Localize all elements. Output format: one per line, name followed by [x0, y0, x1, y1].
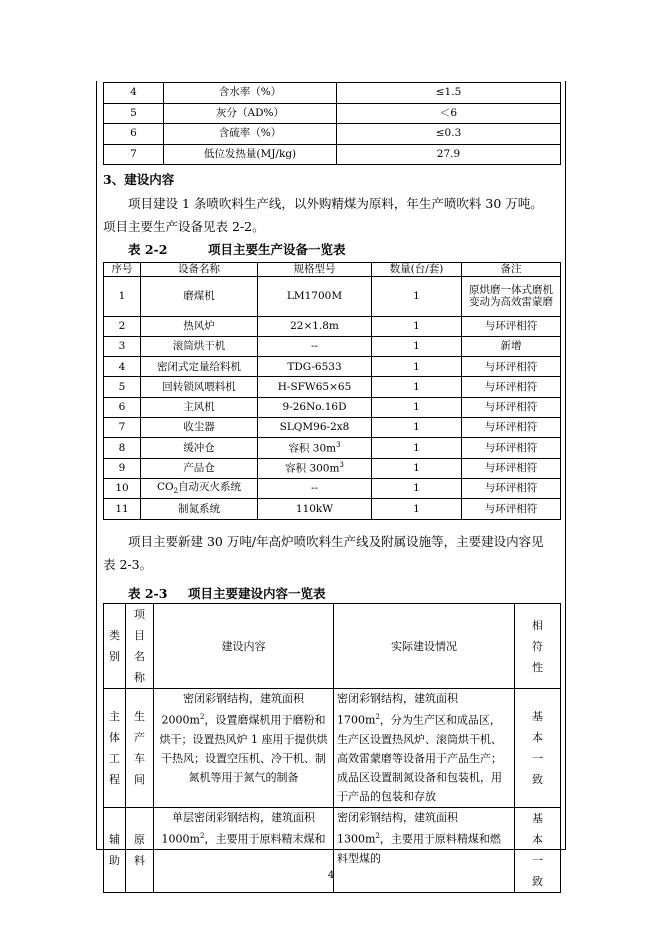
row-number: 8: [104, 438, 141, 458]
content-paragraph-line1: 项目主要新建 30 万吨/年高炉喷吹料生产线及附属设施等，主要建设内容见: [128, 534, 544, 549]
quality-value: ＜6: [337, 103, 561, 124]
equipment-spec: --: [258, 478, 372, 498]
equipment-name: 磨煤机: [141, 276, 258, 316]
column-header: 设备名称: [141, 263, 258, 277]
actual-construction: [334, 689, 515, 808]
row-match: [515, 689, 561, 808]
equipment-note: [462, 336, 561, 356]
note-line: 与环评相符: [484, 401, 538, 414]
spec-superscript: 3: [339, 461, 344, 470]
equipment-name: 收尘器: [141, 418, 258, 438]
row-number: 7: [104, 144, 164, 165]
equipment-quantity: 1: [372, 357, 462, 377]
equipment-name: 滚筒烘干机: [141, 336, 258, 356]
equipment-name: [141, 478, 258, 498]
equipment-name: 热风炉: [141, 316, 258, 336]
equipment-quantity: 1: [372, 458, 462, 478]
quality-value: ≤1.5: [337, 83, 561, 104]
content-header: 建设内容: [154, 604, 334, 689]
spec-value: 30m: [312, 442, 337, 455]
equipment-spec: 22×1.8m: [258, 316, 372, 336]
equipment-note: [462, 418, 561, 438]
item-name-header-text: 项目名称: [134, 608, 145, 684]
table-row: [104, 397, 561, 417]
table-row: [104, 377, 561, 397]
row-number: 9: [104, 458, 141, 478]
content-superscript: 2: [199, 832, 205, 840]
equipment-spec: [258, 438, 372, 458]
content-text: 单层密闭彩钢结构，建筑面积 1000m: [161, 811, 315, 846]
table2-caption-number: 表 2-2: [128, 242, 168, 257]
note-line: 与环评相符: [484, 462, 538, 475]
equipment-quantity: 1: [372, 478, 462, 498]
row-number: 5: [104, 377, 141, 397]
row-number: 3: [104, 336, 141, 356]
equipment-spec: H-SFW65×65: [258, 377, 372, 397]
column-header: 规格型号: [258, 263, 372, 277]
table-row: [104, 438, 561, 458]
row-item: [126, 689, 154, 808]
table-row: [104, 316, 561, 336]
row-number: 11: [104, 499, 141, 519]
row-match-text: 基本一致: [532, 710, 543, 786]
note-line: 与环评相符: [484, 380, 538, 393]
row-number: 10: [104, 478, 141, 498]
row-number: 6: [104, 397, 141, 417]
intro-paragraph-line1: 项目建设 1 条喷吹料生产线，以外购精煤为原料，年生产喷吹料 30 万吨。: [128, 196, 543, 211]
quality-value: 27.9: [337, 144, 561, 165]
quality-item: 含硫率（%）: [164, 124, 337, 145]
note-line: 与环评相符: [484, 319, 538, 332]
equipment-spec: TDG-6533: [258, 357, 372, 377]
equipment-note: [462, 458, 561, 478]
note-line: 与环评相符: [484, 360, 538, 373]
column-header: 数量(台/套): [372, 263, 462, 277]
content-text: 密闭彩钢结构，建筑面积 2000m: [161, 692, 304, 727]
column-header: 序号: [104, 263, 141, 277]
table-row: [104, 458, 561, 478]
equipment-name-rest: 自动灭火系统: [178, 481, 242, 494]
equipment-quantity: 1: [372, 438, 462, 458]
equipment-note: [462, 316, 561, 336]
equipment-note: [462, 397, 561, 417]
table3-caption-title: 项目主要建设内容一览表: [188, 586, 326, 601]
content-superscript: 2: [199, 713, 205, 721]
actual-superscript: 2: [375, 713, 380, 721]
equipment-name: 制氮系统: [141, 499, 258, 519]
note-line: 新增: [500, 340, 522, 353]
row-match-text: 基本一致: [532, 812, 543, 888]
coal-quality-table: [103, 82, 561, 165]
equipment-quantity: 1: [372, 499, 462, 519]
category-header-text: 类别: [109, 629, 120, 663]
equipment-spec: 9-26No.16D: [258, 397, 372, 417]
equipment-name: 缓冲仓: [141, 438, 258, 458]
category-header: [104, 604, 126, 689]
equipment-quantity: 1: [372, 418, 462, 438]
spec-superscript: 3: [336, 440, 341, 449]
row-category: [104, 689, 126, 808]
intro-paragraph-line2: 项目主要生产设备见表 2-2。: [103, 219, 265, 234]
equipment-name: 回转锁风喂料机: [141, 377, 258, 397]
actual-text: 密闭彩钢结构，建筑面积 1700m: [337, 692, 458, 727]
equipment-note: [462, 276, 561, 316]
table-header-row: [104, 604, 561, 689]
column-header: 备注: [462, 263, 561, 277]
equipment-note: [462, 499, 561, 519]
equipment-name: 产品仓: [141, 458, 258, 478]
spec-prefix: 容积: [285, 462, 307, 475]
equipment-name: 主风机: [141, 397, 258, 417]
quality-item: 灰分（AD%）: [164, 103, 337, 124]
row-number: 4: [104, 357, 141, 377]
content-text: ，设置磨煤机用于磨粉和烘干；设置热风炉 1 座用于提供烘干热风；设置空压机、冷干机、制氮机等用于氮气的制备: [159, 713, 328, 784]
actual-text: ，分为生产区和成品区，生产区设置热风炉、滚筒烘干机、高效雷蒙磨等设备用于产品生产；成品区设置制氮设备和包装机，用于产品的包装和存放: [337, 713, 502, 803]
table-row: [104, 83, 561, 104]
table-row: [104, 499, 561, 519]
note-line: 与环评相符: [484, 482, 538, 495]
equipment-note: [462, 478, 561, 498]
table2-caption-title: 项目主要生产设备一览表: [208, 242, 346, 257]
equipment-note: [462, 357, 561, 377]
equipment-spec: LM1700M: [258, 276, 372, 316]
equipment-name: 密闭式定量给料机: [141, 357, 258, 377]
spec-prefix: 容积: [288, 442, 310, 455]
equipment-note: [462, 438, 561, 458]
note-line: 与环评相符: [484, 502, 538, 515]
note-line: 与环评相符: [484, 441, 538, 454]
formula-prefix: CO: [156, 481, 174, 494]
row-number: 7: [104, 418, 141, 438]
row-item-text: 原料: [134, 833, 145, 867]
item-name-header: [126, 604, 154, 689]
row-number: 6: [104, 124, 164, 145]
construction-content-table: [103, 603, 561, 893]
equipment-quantity: 1: [372, 316, 462, 336]
section-heading: 3、建设内容: [103, 172, 175, 187]
note-line: 变动为高效雷蒙磨: [469, 296, 553, 309]
equipment-quantity: 1: [372, 377, 462, 397]
construction-content: [154, 689, 334, 808]
match-header: [515, 604, 561, 689]
page-number: 4: [327, 870, 335, 881]
equipment-spec: SLQM96-2x8: [258, 418, 372, 438]
match-header-text: 相符性: [532, 618, 543, 674]
actual-header: 实际建设情况: [334, 604, 515, 689]
table-row: [104, 103, 561, 124]
table-row: [104, 336, 561, 356]
equipment-table: [103, 262, 561, 520]
table-row: [104, 144, 561, 165]
spec-value: 300m: [309, 462, 340, 475]
row-number: 5: [104, 103, 164, 124]
equipment-spec: 110kW: [258, 499, 372, 519]
quality-item: 含水率（%）: [164, 83, 337, 104]
row-number: 2: [104, 316, 141, 336]
row-category-text: 主体工程: [109, 710, 120, 786]
table-row: [104, 124, 561, 145]
row-category-text: 辅助: [109, 833, 120, 867]
content-text: ，主要用于原料精末煤和: [204, 832, 326, 846]
equipment-quantity: 1: [372, 276, 462, 316]
quality-item: 低位发热量(MJ/kg): [164, 144, 337, 165]
equipment-spec: [258, 458, 372, 478]
actual-superscript: 2: [375, 832, 380, 840]
row-number: 1: [104, 276, 141, 316]
table-row: [104, 689, 561, 808]
note-line: 原烘磨一体式磨机: [469, 283, 553, 296]
table-row: [104, 357, 561, 377]
quality-value: ≤0.3: [337, 124, 561, 145]
note-line: 与环评相符: [484, 421, 538, 434]
actual-text: ，主要用于原料精煤和燃料型煤的: [337, 832, 501, 865]
row-item-text: 生产车间: [134, 710, 145, 786]
table-row: [104, 276, 561, 316]
table3-caption-number: 表 2-3: [128, 586, 168, 601]
table-row: [104, 478, 561, 498]
equipment-note: [462, 377, 561, 397]
row-number: 4: [104, 83, 164, 104]
content-paragraph-line2: 表 2-3。: [103, 557, 153, 572]
formula-subscript: 2: [173, 487, 179, 496]
equipment-quantity: 1: [372, 336, 462, 356]
equipment-quantity: 1: [372, 397, 462, 417]
actual-text: 密闭彩钢结构，建筑面积 1300m: [337, 811, 458, 846]
equipment-spec: --: [258, 336, 372, 356]
table-row: [104, 418, 561, 438]
